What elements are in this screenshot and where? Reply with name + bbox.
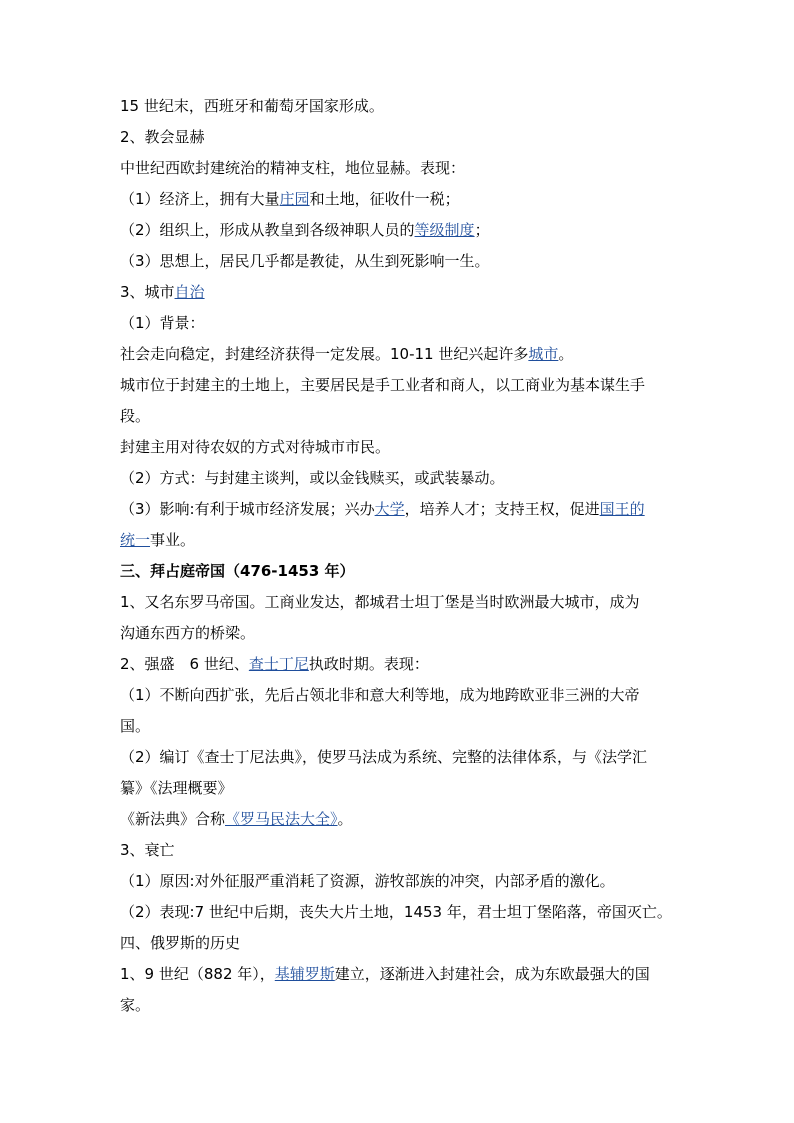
text-run: ； (474, 221, 490, 239)
text-run: 和土地，征收什一税； (309, 190, 460, 208)
text-line (120, 122, 680, 153)
text-run: （3）影响:有利于城市经济发展；兴办 (120, 500, 375, 518)
text-run: （2）组织上，形成从教皇到各级神职人员的 (120, 221, 415, 239)
hyperlink[interactable]: 查士丁尼 (248, 655, 309, 673)
text-run: 《新法典》合称 (120, 810, 226, 828)
text-run: 。 (558, 345, 574, 363)
text-run: 家。 (120, 996, 151, 1014)
text-run: （2）编订《查士丁尼法典》，使罗马法成为系统、完整的法律体系，与《法学汇 (120, 748, 648, 766)
hyperlink[interactable]: 自治 (174, 283, 205, 301)
text-line (120, 308, 680, 339)
text-line (120, 618, 680, 649)
text-run: 社会走向稳定，封建经济获得一定发展。10-11 世纪兴起许多 (120, 345, 529, 363)
hyperlink[interactable]: 统一 (120, 531, 151, 549)
text-run: 三、拜占庭帝国（476-1453 年） (120, 562, 355, 580)
text-line (120, 494, 680, 525)
text-run: 3、城市 (120, 283, 175, 301)
text-run: 1、9 世纪（882 年）， (120, 965, 275, 983)
text-line (120, 215, 680, 246)
text-run: 封建主用对待农奴的方式对待城市市民。 (120, 438, 391, 456)
text-line (120, 928, 680, 959)
text-line (120, 153, 680, 184)
text-line (120, 370, 680, 401)
text-run: 中世纪西欧封建统治的精神支柱，地位显赫。表现： (120, 159, 466, 177)
hyperlink[interactable]: 基辅罗斯 (274, 965, 335, 983)
text-line (120, 277, 680, 308)
text-line (120, 184, 680, 215)
text-line (120, 866, 680, 897)
text-run: 。 (337, 810, 353, 828)
text-line (120, 339, 680, 370)
text-line (120, 463, 680, 494)
text-line (120, 835, 680, 866)
text-run: 1、又名东罗马帝国。工商业发达，都城君士坦丁堡是当时欧洲最大城市，成为 (120, 593, 640, 611)
text-run: （1）不断向西扩张，先后占领北非和意大利等地，成为地跨欧亚非三洲的大帝 (120, 686, 640, 704)
text-run: 纂》《法理概要》 (120, 779, 233, 797)
text-line (120, 401, 680, 432)
hyperlink[interactable]: 城市 (528, 345, 559, 363)
hyperlink[interactable]: 大学 (374, 500, 405, 518)
text-line (120, 804, 680, 835)
text-line (120, 587, 680, 618)
text-line (120, 246, 680, 277)
hyperlink[interactable]: 等级制度 (414, 221, 475, 239)
text-run: 3、衰亡 (120, 841, 175, 859)
text-run: 2、强盛 6 世纪、 (120, 655, 249, 673)
text-line (120, 680, 680, 711)
document-body (120, 91, 680, 1021)
text-run: （3）思想上，居民几乎都是教徒，从生到死影响一生。 (120, 252, 490, 270)
text-run: 沟通东西方的桥梁。 (120, 624, 256, 642)
text-run: 事业。 (150, 531, 196, 549)
text-run: 执政时期。表现： (308, 655, 429, 673)
text-run: （1）原因:对外征服严重消耗了资源，游牧部族的冲突，内部矛盾的激化。 (120, 872, 615, 890)
text-line (120, 649, 680, 680)
hyperlink[interactable]: 国王的 (599, 500, 645, 518)
text-line (120, 742, 680, 773)
text-run: ，培养人才；支持王权，促进 (404, 500, 600, 518)
hyperlink[interactable]: 庄园 (279, 190, 310, 208)
text-run: 建立，逐渐进入封建社会，成为东欧最强大的国 (334, 965, 650, 983)
text-line (120, 990, 680, 1021)
hyperlink[interactable]: 《罗马民法大全》 (225, 810, 338, 828)
text-run: （1）经济上，拥有大量 (120, 190, 280, 208)
text-run: 15 世纪末，西班牙和葡萄牙国家形成。 (120, 97, 384, 115)
text-line (120, 432, 680, 463)
text-run: 四、俄罗斯的历史 (120, 934, 241, 952)
text-run: （2）表现:7 世纪中后期，丧失大片土地，1453 年，君士坦丁堡陷落，帝国灭亡。 (120, 903, 672, 921)
text-line (120, 897, 680, 928)
text-run: 2、教会显赫 (120, 128, 205, 146)
text-run: （2）方式：与封建主谈判，或以金钱赎买，或武装暴动。 (120, 469, 505, 487)
text-line (120, 711, 680, 742)
text-run: 城市位于封建主的土地上，主要居民是手工业者和商人，以工商业为基本谋生手 (120, 376, 646, 394)
text-run: 段。 (120, 407, 151, 425)
text-run: （1）背景： (120, 314, 205, 332)
text-line (120, 959, 680, 990)
text-line (120, 773, 680, 804)
section-heading (120, 556, 680, 587)
text-run: 国。 (120, 717, 151, 735)
text-line (120, 91, 680, 122)
text-line (120, 525, 680, 556)
